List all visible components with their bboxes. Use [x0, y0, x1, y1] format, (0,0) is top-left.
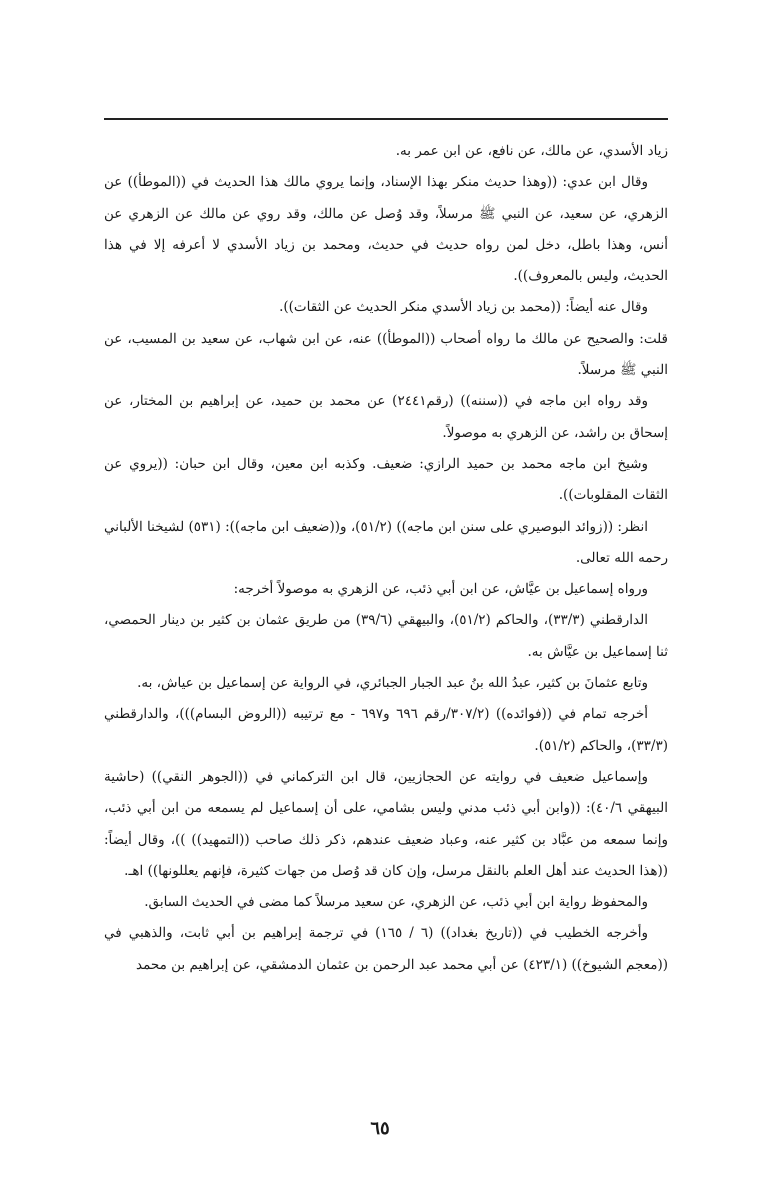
header-rule [104, 118, 668, 120]
paragraph: قلت: والصحيح عن مالك ما رواه أصحاب ((الموطأ)) عنه، عن ابن شهاب، عن سعيد بن المسيب، عن النبي ﷺ مرسلاً. [104, 330, 668, 379]
page-body [104, 136, 668, 981]
paragraph: زياد الأسدي، عن مالك، عن نافع، عن ابن عمر به. [395, 143, 668, 159]
paragraph: وأخرجه الخطيب في ((تاريخ بغداد)) (٦ / ١٦٥) في ترجمة إبراهيم بن أبي ثابت، والذهبي في ((معجم الشيوخ)) (٤٢٣/١) عن أبي محمد عبد الرحمن بن عثمان الدمشقي، عن إبراهيم بن محمد [104, 925, 668, 973]
paragraph: وإسماعيل ضعيف في روايته عن الحجازيين، قال ابن التركماني في ((الجوهر النقي)) (حاشية البيهقي ٤٠/٦): ((وابن أبي ذئب مدني وليس بشامي، على أن إسماعيل لم يسمعه من ابن أبي ذئب، وإنما سمعه من عبَّاد بن كثير عنه، وعباد ضعيف عندهم، ذكر ذلك صاحب ((التمهيد)) ))، وقال أيضاً: ((هذا الحديث عند أهل العلم بالنقل مرسل، وإن كان قد وُصل من جهات كثيرة، فإنهم يعللونها)) اهـ. [104, 768, 668, 879]
paragraph: وقال ابن عدي: ((وهذا حديث منكر بهذا الإسناد، وإنما يروي مالك هذا الحديث في ((الموطأ)) عن الزهري، عن سعيد، عن النبي ﷺ مرسلاً، وقد وُصل عن مالك، وقد روي عن مالك عن الزهري عن أنس، وهذا باطل، دخل لمن رواه حديث في حديث، ومحمد بن زياد الأسدي لا أعرفه إلا في هذا الحديث، وليس بالمعروف)). [104, 174, 668, 285]
paragraph: انظر: ((زوائد البوصيري على سنن ابن ماجه)) (٥١/٢)، و((ضعيف ابن ماجه)): (٥٣١) لشيخنا الألباني رحمه الله تعالى. [104, 518, 668, 566]
paragraph: وقد رواه ابن ماجه في ((سننه)) (رقم٢٤٤١) عن محمد بن حميد، عن إبراهيم بن المختار، عن إسحاق بن راشد، عن الزهري به موصولاً. [104, 393, 668, 441]
paragraph: وتابع عثمانَ بن كثير، عبدُ الله بنُ عبد الجبار الجبائري، في الرواية عن إسماعيل بن عياش، به. [137, 675, 648, 692]
paragraph: الدارقطني (٣٣/٣)، والحاكم (٥١/٢)، والبيهقي (٣٩/٦) من طريق عثمان بن كثير بن دينار الحمصي، ثنا إسماعيل بن عيَّاش به. [104, 612, 668, 660]
page-number: ٦٥ [370, 1118, 390, 1139]
paragraph: وشيخ ابن ماجه محمد بن حميد الرازي: ضعيف. وكذبه ابن معين، وقال ابن حبان: ((يروي عن الثقات المقلوبات)). [104, 455, 668, 504]
paragraph: أخرجه تمام في ((فوائده)) (٣٠٧/٢/رقم ٦٩٦ و٦٩٧ - مع ترتيبه ((الروض البسام)))، والدارقطني (٣٣/٣)، والحاكم (٥١/٢). [104, 706, 668, 754]
paragraph: ورواه إسماعيل بن عيَّاش، عن ابن أبي ذئب، عن الزهري به موصولاً أخرجه: [233, 581, 648, 598]
paragraph: وقال عنه أيضاً: ((محمد بن زياد الأسدي منكر الحديث عن الثقات)). [279, 299, 648, 316]
paragraph: والمحفوظ رواية ابن أبي ذئب، عن الزهري، عن سعيد مرسلاً كما مضى في الحديث السابق. [144, 894, 648, 911]
